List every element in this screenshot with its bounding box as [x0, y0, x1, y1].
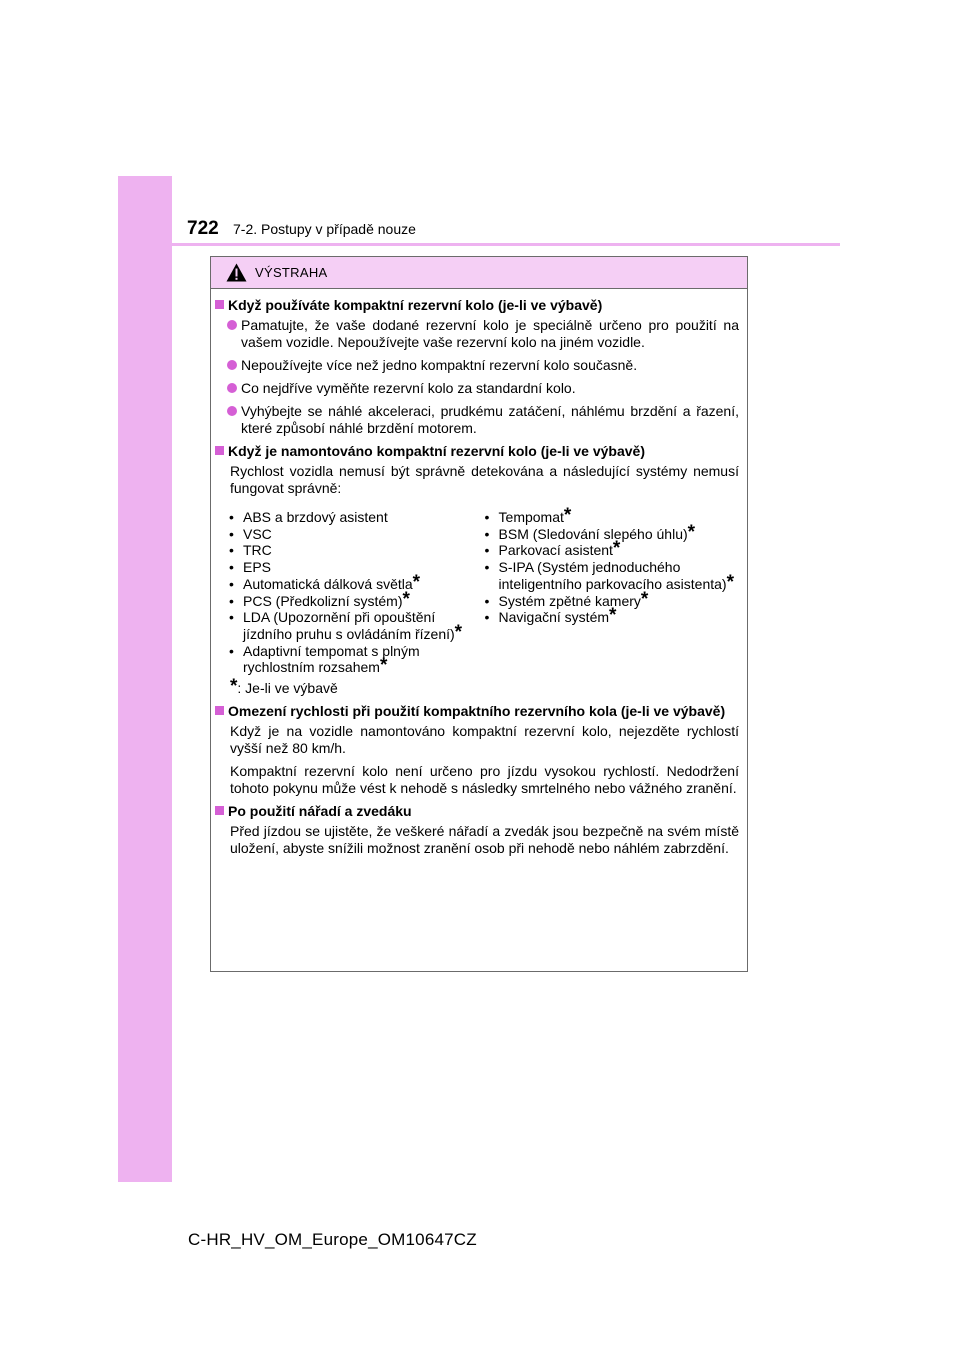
circle-bullet-icon: [227, 406, 237, 416]
list-item: Pamatujte, že vaše dodané rezervní kolo je speciálně určeno pro použití na vašem vozidle. Nepoužívejte vaše rezervní kolo na jiném vozidle.: [211, 317, 747, 351]
list-item: • S-IPA (Systém jednoduchého inteligentního parkovacího asistenta)*: [484, 559, 734, 593]
list-item: Co nejdříve vyměňte rezervní kolo za standardní kolo.: [211, 380, 747, 397]
asterisk-mark: *: [726, 571, 734, 593]
list-item: • EPS: [229, 559, 272, 576]
list-item: • Tempomat*: [484, 505, 572, 526]
systems-list: [211, 505, 747, 677]
asterisk-mark: *: [402, 588, 410, 610]
asterisk-mark: *: [230, 676, 238, 698]
warning-box: [210, 256, 748, 972]
list-item: • VSC: [229, 525, 272, 542]
square-bullet-icon: [215, 446, 224, 455]
asterisk-mark: *: [640, 588, 649, 610]
asterisk-mark: *: [379, 655, 388, 677]
paragraph: Kompaktní rezervní kolo není určeno pro jízdu vysokou rychlostí. Nedodržení tohoto pokynu může vést k nehodě s následky smrtelného nebo vážného zranění.: [230, 763, 739, 797]
list-item: • LDA (Upozornění při opouštění jízdního pruhu s ovládáním řízení)*: [229, 609, 463, 643]
systems-list-left: [229, 509, 485, 676]
chapter-title: 7-2. Postupy v případě nouze: [233, 221, 416, 237]
asterisk-mark: *: [687, 521, 696, 543]
document-code: C-HR_HV_OM_Europe_OM10647CZ: [188, 1230, 477, 1249]
systems-list-right: [484, 505, 747, 676]
circle-bullet-icon: [227, 320, 237, 330]
asterisk-mark: *: [412, 571, 421, 593]
circle-bullet-icon: [227, 383, 237, 393]
warning-content: [211, 297, 747, 863]
header-rule: [172, 243, 840, 246]
list-item: • Parkovací asistent*: [484, 538, 621, 560]
list-item: • ABS a brzdový asistent: [229, 509, 388, 525]
square-bullet-icon: [215, 806, 224, 815]
asterisk-mark: *: [612, 538, 621, 560]
asterisk-mark: *: [609, 605, 617, 627]
paragraph: Před jízdou se ujistěte, že veškeré nářadí a zvedák jsou bezpečně na svém místě uložení, abyste snížili možnost zranění osob při nehodě nebo náhlém zabrzdění.: [230, 823, 739, 857]
circle-bullet-icon: [227, 360, 237, 370]
paragraph: Když je na vozidle namontováno kompaktní rezervní kolo, nejezděte rychlostí vyšší než 80 km/h.: [230, 723, 739, 757]
asterisk-footnote: *: Je-li ve výbavě: [230, 676, 338, 698]
warning-title: VÝSTRAHA: [255, 265, 328, 280]
warning-triangle-icon: [226, 263, 247, 282]
list-item: • BSM (Sledování slepého úhlu)*: [484, 521, 696, 543]
list-item: • Systém zpětné kamery*: [484, 588, 649, 610]
list-item: • Adaptivní tempomat s plným rychlostním rozsahem*: [229, 642, 420, 677]
list-item: Vyhýbejte se náhlé akceleraci, prudkému zatáčení, náhlému brzdění a řazení, které způsobí náhlé brzdění motorem.: [211, 403, 747, 437]
section-title-after-tools: Po použití nářadí a zvedáku: [211, 803, 747, 820]
square-bullet-icon: [215, 300, 224, 309]
section-title-speed-limit: Omezení rychlosti při použití kompaktního rezervního kola (je-li ve výbavě): [211, 703, 747, 720]
warning-header: [211, 257, 747, 289]
chapter-sidebar-tab: [118, 176, 172, 1182]
page-number: 722: [187, 218, 219, 239]
section-title-compact-spare: Když používáte kompaktní rezervní kolo (je-li ve výbavě): [211, 297, 747, 314]
asterisk-mark: *: [563, 505, 572, 526]
square-bullet-icon: [215, 706, 224, 715]
list-item: • PCS (Předkolizní systém)*: [229, 588, 410, 610]
list-item: Nepoužívejte více než jedno kompaktní rezervní kolo současně.: [211, 357, 747, 374]
list-item: • Automatická dálková světla*: [229, 571, 421, 593]
asterisk-mark: *: [454, 621, 463, 643]
list-item: • Navigační systém*: [484, 605, 617, 627]
list-item: • TRC: [229, 542, 272, 559]
section-intro: Rychlost vozidla nemusí být správně detekována a následující systémy nemusí fungovat správně:: [230, 463, 739, 496]
section-title-spare-mounted: Když je namontováno kompaktní rezervní kolo (je-li ve výbavě): [211, 443, 747, 460]
